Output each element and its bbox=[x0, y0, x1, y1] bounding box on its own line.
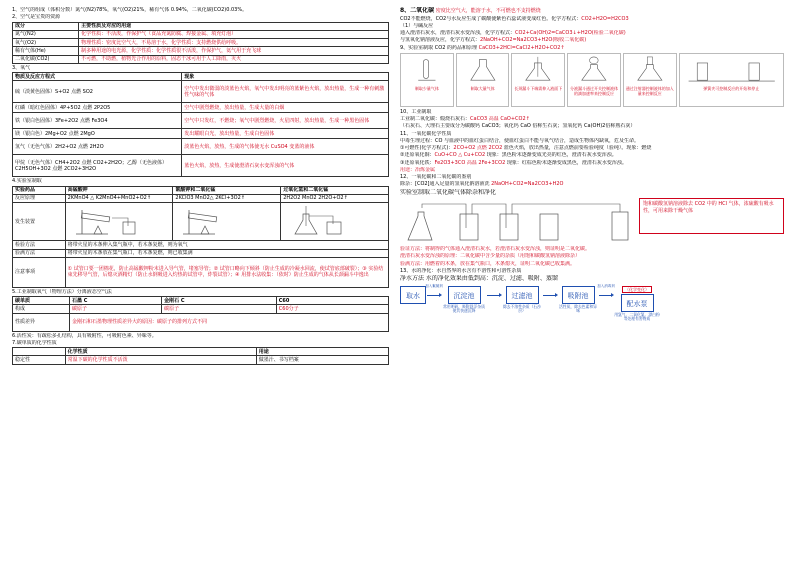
spring-clip-icon bbox=[680, 54, 783, 84]
equation: CaCO3 高温 CaO+CO2↑ bbox=[470, 116, 530, 122]
oxygen-lab-table bbox=[12, 186, 389, 288]
industrial-co2 bbox=[400, 116, 784, 122]
co-reduce-cuo bbox=[400, 152, 784, 158]
cell: 做墨汁、书写档案 bbox=[256, 356, 388, 364]
cell: 物理性质：密度比空气大，不易溶于水，化学性质：支持燃烧供给呼吸。 bbox=[79, 39, 389, 47]
right-column bbox=[400, 6, 784, 346]
cell: 氮气(N2) bbox=[13, 30, 79, 38]
table-row bbox=[13, 103, 389, 113]
equation: CO2+H2O=H2CO3 bbox=[581, 15, 629, 22]
equation: 2CO+O2 点燃 2CO2 bbox=[453, 145, 503, 151]
text: 用途：冶炼金属 bbox=[400, 166, 436, 173]
air-resources-table bbox=[12, 22, 389, 64]
water-purification-flow bbox=[400, 283, 784, 346]
long-funnel-icon bbox=[512, 54, 564, 84]
cell: 空气中剧烈燃烧，放出热量，生成大量的白烟 bbox=[182, 103, 389, 113]
section-heading: 10、工业制取 bbox=[400, 108, 432, 115]
arrow-label: 加入消毒剂 bbox=[597, 283, 615, 288]
apparatus-cell bbox=[281, 203, 389, 241]
co-combustion bbox=[400, 145, 784, 151]
cell: 空气中只发红，不燃烧；氧气中剧烈燃烧，火星四射，放出热量，生成一种黑色固体 bbox=[182, 113, 389, 129]
section-heading: 5.工业制取氧气（物理方法）分离液态空气法 bbox=[12, 288, 112, 295]
th: 主要性质及对应的用途 bbox=[79, 22, 389, 30]
table-row bbox=[13, 194, 389, 202]
section-heading: 7.碳单质的化学性质 bbox=[12, 339, 57, 346]
table-row bbox=[13, 39, 389, 47]
th: 过氧化氢和二氧化锰 bbox=[281, 186, 389, 194]
cell: 构成 bbox=[13, 305, 70, 313]
cell: 制多种用途的电光源，化学性质：化学性质很不活泼，作保护气，氦气用于充飞球 bbox=[79, 47, 389, 55]
flask-icon bbox=[457, 54, 509, 84]
separatory-funnel-icon bbox=[568, 54, 620, 84]
table-row bbox=[13, 47, 389, 55]
table-row bbox=[13, 113, 389, 129]
flow-note: 活性炭，除去色素和异味 bbox=[559, 303, 597, 314]
test-tube-icon bbox=[401, 54, 453, 84]
cell: 反应原理 bbox=[13, 194, 66, 202]
cell: 蓝色火焰，放热，生成使澄清石灰水变浑浊的气体 bbox=[182, 155, 389, 177]
cell: 碳原子 bbox=[69, 305, 161, 313]
th: 物质及反应方程式 bbox=[13, 73, 182, 81]
equation: CuO+CO △ Cu+CO2 bbox=[434, 152, 486, 159]
co-reduce-fe2o3 bbox=[400, 160, 784, 166]
th: 碳单质 bbox=[13, 297, 70, 305]
cell: 碳原子 bbox=[162, 305, 277, 313]
heading-label: 8、二氧化碳 bbox=[400, 7, 435, 14]
text: 净水方法 水的净化效果由低到高：沉淀、过滤、吸附、蒸馏 bbox=[400, 275, 558, 282]
cell: 空气中发出微弱的淡蓝色火焰，氧气中发出明亮的蓝紫色火焰，放出热量，生成一种有刺激性气味的气体 bbox=[182, 81, 389, 103]
flow-step bbox=[400, 286, 426, 304]
th: 石墨 C bbox=[69, 297, 161, 305]
caption: 分液漏斗通过开关控制液体的滴加速率来控制反应 bbox=[570, 86, 619, 96]
co2-heading bbox=[400, 7, 784, 15]
apparatus-cell bbox=[65, 203, 173, 241]
purification-apparatus-icon bbox=[400, 198, 635, 244]
cell: 甲烷（无色气体）CH4+2O2 点燃 CO2+2H2O；乙醇（无色液体）C2H5OH+3O2 点燃 2CO2+3H2O bbox=[13, 155, 182, 177]
text: 工业制二氧化碳：煅烧石灰石： bbox=[400, 116, 471, 122]
text: 与氢氧化钠溶液反应，化学方程式： bbox=[400, 37, 481, 44]
cell: 二氧化碳(CO2) bbox=[13, 55, 79, 63]
heating-apparatus-icon bbox=[175, 204, 265, 238]
carbon-chem-table bbox=[12, 347, 389, 365]
text: （石灰石、大理石主要成分为碳酸钙 CaCO3；氧化钙 CaO 俗称生石灰；氢氧化钙 Ca(OH)2俗称熟石灰） bbox=[400, 123, 636, 130]
text: 除杂：[CO2]通入足量的氢氧化钠溶液洗 bbox=[400, 181, 490, 188]
chem-change-tag: （化学变化） bbox=[622, 286, 652, 293]
apparatus-test-tube bbox=[400, 53, 454, 107]
flow-box: 过滤池 bbox=[506, 286, 539, 304]
cell: 氧气(O2) bbox=[13, 39, 79, 47]
apparatus-flask bbox=[456, 53, 510, 107]
text: 现象：红棕色粉末逐渐变成黑色，澄清石灰水变浑浊。 bbox=[506, 159, 627, 166]
cell: 将带火星的木条伸入集气瓶中，若木条复燃，则为氧气 bbox=[65, 241, 388, 249]
apparatus-spring-clip bbox=[679, 53, 784, 107]
flow-step bbox=[558, 286, 598, 314]
table-row bbox=[13, 305, 389, 313]
cell: 化学性质：不活泼，作保护气（食品充氮防腐、焊接金属、填充灯泡） bbox=[79, 30, 389, 38]
table-row bbox=[13, 81, 389, 103]
section-heading: 4.实验室制取 bbox=[12, 178, 42, 185]
text: ②还原氧化铜： bbox=[400, 152, 435, 159]
activated-carbon-note: 6.活性炭：有疏松多孔结构，具有吸附性，可吸附色素、异味等。 bbox=[12, 332, 157, 339]
equation: 2NaOH+CO2=Na2CO3+H2O bbox=[491, 181, 564, 188]
carbon-table bbox=[12, 296, 389, 332]
flow-note: 常用明矾，吸附悬浮杂质使其快速沉降 bbox=[443, 303, 485, 314]
cell: 铁（银白色固体）3Fe+2O2 点燃 Fe3O4 bbox=[13, 113, 182, 129]
th bbox=[13, 348, 66, 356]
th: 氯酸钾和二氧化锰 bbox=[173, 186, 281, 194]
section-heading: 11、一氧化碳化学性质 bbox=[400, 130, 452, 137]
flask-apparatus-icon bbox=[283, 204, 373, 238]
equation: CO2+Ca(OH)2=CaCO3↓+H2O(检验二氧化碳) bbox=[515, 30, 626, 36]
table-row bbox=[13, 139, 389, 155]
section-heading: 2、空气是宝贵的资源 bbox=[12, 14, 61, 21]
table-row bbox=[13, 203, 389, 241]
table-row bbox=[13, 55, 389, 63]
syringe-icon bbox=[624, 54, 676, 84]
table-row bbox=[13, 241, 389, 249]
text: ①可燃性(化学方程式)： bbox=[400, 145, 454, 151]
text: 澄清石灰水变浑浊的原理：二氧化碳中含少量的杂质（用饱和碳酸氢钠溶液除杂） bbox=[400, 253, 581, 260]
table-row bbox=[13, 30, 389, 38]
cell: 将带火星的木条放在集气瓶口，若木条复燃，则已收集满 bbox=[65, 249, 388, 257]
cell: 不可燃，不助燃，植物光合作用的原料，固态干冰可用于人工降雨，灭火 bbox=[79, 55, 389, 63]
caption: 制取少量气体 bbox=[414, 86, 439, 91]
table-header bbox=[13, 22, 389, 30]
cell: 淡蓝色火焰，放热，生成的气体使无水 CuSO4 变蓝的液体 bbox=[182, 139, 389, 155]
cell: ① 试管口要一团棉花，防止高锰酸钾粉末进入导气管，堵塞导管；② 试管口略向下倾斜（防止生成的冷凝水回流，使试管底部破裂）；③ 实验结束先移导气管，后熄灭酒精灯（防止水倒吸进入灼热的试管中，炸裂试管）；④ 用排水法收集：（依时）防止生成的气体从长颈漏斗中逸出 bbox=[65, 257, 388, 287]
text: 验满方法：用燃着的木条，放在集气瓶口，木条熄灭，证明二氧化碳已收集满。 bbox=[400, 260, 576, 267]
section-heading: 3、氧气 bbox=[12, 64, 31, 71]
cell: 2KMnO4 △ K2MnO4+MnO2+O2↑ bbox=[65, 194, 173, 202]
apparatus-separatory-funnel bbox=[567, 53, 621, 107]
flow-step bbox=[614, 286, 660, 322]
table-header bbox=[13, 186, 389, 194]
table-header bbox=[13, 73, 389, 81]
text: CO2不能燃烧，CO2与水反应生成了碳酸使紫色石蕊试液变成红色。化学方程式： bbox=[400, 15, 582, 22]
th: 金刚石 C bbox=[162, 297, 277, 305]
flow-arrow bbox=[425, 283, 443, 304]
text: （1）与碱反应 bbox=[400, 22, 434, 29]
flow-arrow bbox=[542, 286, 558, 304]
text: ③还原氧化铁： bbox=[400, 159, 435, 166]
th: C60 bbox=[276, 297, 388, 305]
cell: 氢气（无色气体）2H2+O2 点燃 2H2O bbox=[13, 139, 182, 155]
cell: 金刚石和石墨物理性质差异大的原因：碳原子的排列方式不同 bbox=[69, 313, 388, 331]
th: 高锰酸钾 bbox=[65, 186, 173, 194]
cell: 稳定性 bbox=[13, 356, 66, 364]
table-row bbox=[13, 155, 389, 177]
text: 中毒生理过程：CO 与血液中的血红蛋白结合，使血红蛋白不能与氧气结合，造成生物体内缺氧，危及生命。 bbox=[400, 137, 640, 144]
cell: 2H2O2 MnO2 2H2O+O2↑ bbox=[281, 194, 389, 202]
co2-lab-heading bbox=[400, 45, 784, 51]
cell: 硫（淡黄色固体）S+O2 点燃 SO2 bbox=[13, 81, 182, 103]
text: 13、水的净化：水自然界的水含有不溶性和可溶性杂质 bbox=[400, 267, 522, 274]
co2-apparatus-strip bbox=[400, 53, 784, 107]
flow-box: 沉淀池 bbox=[448, 286, 481, 304]
th: 实验药品 bbox=[13, 186, 66, 194]
heating-apparatus-icon bbox=[68, 204, 158, 238]
heading-note: 密度比空气大，能溶于水，不可燃也不支持燃烧 bbox=[435, 8, 541, 14]
equation: CaCO3+2HCl=CaCl2+H2O+CO2↑ bbox=[478, 44, 565, 51]
co2-naoh bbox=[400, 37, 784, 43]
equation: Fe2O3+3CO 高温 2Fe+3CO2 bbox=[434, 159, 506, 166]
caption: 弹簧夹可控制反应的开始和停止 bbox=[703, 86, 760, 91]
section-heading: 12、一氧化碳和二氧化碳的鉴别 bbox=[400, 174, 472, 180]
text: 9、实验室制取 CO2 的药品和原理 bbox=[400, 44, 477, 51]
cell: 注意事项 bbox=[13, 257, 66, 287]
table-row bbox=[13, 257, 389, 287]
table-row bbox=[13, 356, 389, 364]
text: 现象：黑色粉末逐渐变成光亮的红色，澄清石灰水变浑浊。 bbox=[486, 152, 617, 159]
table-row bbox=[13, 313, 389, 331]
flow-step bbox=[502, 286, 542, 314]
cell: 发出耀眼白光，放出热量，生成白色固体 bbox=[182, 129, 389, 139]
flow-box: 配水泵 bbox=[621, 294, 654, 312]
caption: 制取大量气体 bbox=[470, 86, 495, 91]
equation: 2NaOH+CO2=Na2CO3+H2O(吸收二氧化碳) bbox=[480, 37, 587, 44]
text: 蓝色火焰，放出热量，注意点燃前要检验纯度（验纯）。现象：燃烧 bbox=[503, 145, 652, 151]
text: 通入澄清石灰水，澄清石灰水变浑浊，化学方程式： bbox=[400, 30, 516, 36]
cell: 常温下碳的化学性质不活泼 bbox=[65, 356, 256, 364]
table-header bbox=[13, 297, 389, 305]
purification-block bbox=[400, 198, 784, 244]
flow-note: 除去不溶性杂质（石沙层） bbox=[503, 303, 541, 314]
left-column bbox=[12, 6, 389, 365]
cell: 2KClO3 MnO2△ 2KCl+3O2↑ bbox=[173, 194, 281, 202]
impurity-removal bbox=[400, 181, 784, 187]
flow-box: 吸附池 bbox=[562, 286, 595, 304]
caption: 通过注射器控制液体的加入量来控制反应 bbox=[625, 86, 674, 96]
cell: 稀有气体(He) bbox=[13, 47, 79, 55]
flow-step bbox=[442, 286, 486, 314]
th: 化学性质 bbox=[65, 348, 256, 356]
apparatus-syringe bbox=[623, 53, 677, 107]
th: 用途 bbox=[256, 348, 388, 356]
table-row bbox=[13, 249, 389, 257]
oxygen-reaction-table bbox=[12, 72, 389, 177]
cell: 验满方法 bbox=[13, 249, 66, 257]
flow-arrow bbox=[597, 283, 615, 304]
co2-limewater bbox=[400, 30, 784, 36]
flow-box: 取水 bbox=[400, 286, 426, 304]
cell: 性质差异 bbox=[13, 313, 70, 331]
caption: 长颈漏斗下端需伸入液面下 bbox=[514, 86, 563, 91]
flow-note: 用氯气、二氧化氯、漂白粉等处理有害物质 bbox=[614, 311, 660, 322]
cell: C60分子 bbox=[276, 305, 388, 313]
text: 验证方法：将制得的气体通入澄清石灰水，若澄清石灰水变浑浊，则证明是二氧化碳。 bbox=[400, 246, 591, 252]
th: 成分 bbox=[13, 22, 79, 30]
apparatus-cell bbox=[173, 203, 281, 241]
air-composition: 1、空气的组成（体积分数）氮气(N2)78%，氧气(O2)21%，稀有气体 0.94%，二氧化碳(CO2)0.03%。 bbox=[12, 7, 248, 13]
th: 现象 bbox=[182, 73, 389, 81]
arrow-label: 加入絮凝剂 bbox=[425, 283, 443, 288]
section-heading: 实验室制取二氧化碳气体除杂和净化 bbox=[400, 188, 497, 196]
table-row bbox=[13, 129, 389, 139]
cell: 发生装置 bbox=[13, 203, 66, 241]
cell: 红磷（暗红色固体）4P+5O2 点燃 2P2O5 bbox=[13, 103, 182, 113]
purification-note: 饱和碳酸氢钠溶液除去 CO2 中的 HCl 气体，浓硫酸有吸水性，可用来除干燥气体 bbox=[639, 198, 784, 234]
table-header bbox=[13, 348, 389, 356]
cell: 检验方法 bbox=[13, 241, 66, 249]
cell: 镁（银白色）2Mg+O2 点燃 2MgO bbox=[13, 129, 182, 139]
flow-arrow bbox=[486, 286, 502, 304]
co2-water bbox=[400, 16, 784, 22]
apparatus-long-funnel bbox=[511, 53, 565, 107]
